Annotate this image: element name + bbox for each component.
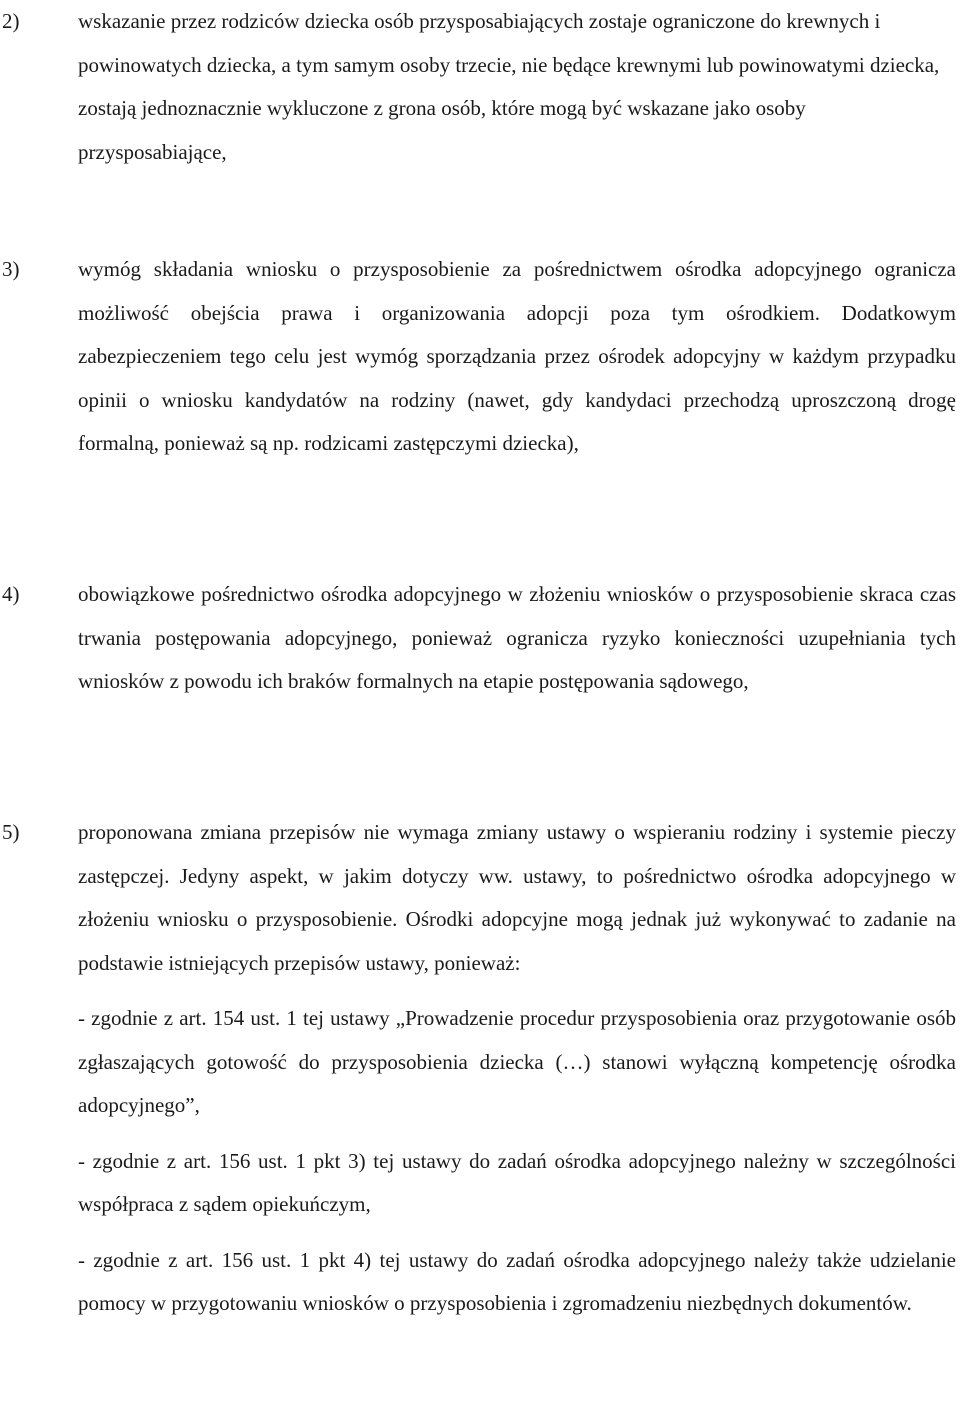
item-text: wskazanie przez rodziców dziecka osób przysposabiających zostaje ograniczone do krewnych i powinowatych dziecka, a tym samym osoby trzecie, nie będące krewnymi lub powinowatymi dziecka, zostają jednoznacznie wykluczone z grona osób, które mogą być wskazane jako osoby przysposabiające,: [78, 9, 940, 164]
item-body: [78, 811, 956, 1326]
sub-item: - zgodnie z art. 156 ust. 1 pkt 3) tej ustawy do zadań ośrodka adopcyjnego należny w szczególności współpraca z sądem opiekuńczym,: [78, 1148, 956, 1216]
item-number: 5): [2, 820, 20, 844]
item-body: [78, 573, 956, 704]
item-text: proponowana zmiana przepisów nie wymaga zmiany ustawy o wspieraniu rodziny i systemie pieczy zastępczej. Jedyny aspekt, w jakim dotyczy ww. ustawy, to pośrednictwo ośrodka adopcyjnego w złożeniu wniosku o przysposobienie. Ośrodki adopcyjne mogą jednak już wykonywać to zadanie na podstawie istniejących przepisów ustawy, ponieważ:: [78, 820, 956, 975]
item-number: 4): [2, 582, 20, 606]
item-body: [78, 248, 956, 466]
sub-item: - zgodnie z art. 156 ust. 1 pkt 4) tej ustawy do zadań ośrodka adopcyjnego należy także udzielanie pomocy w przygotowaniu wniosków o przysposobienia i zgromadzeniu niezbędnych dokumentów.: [78, 1247, 956, 1315]
sub-item: - zgodnie z art. 154 ust. 1 tej ustawy „Prowadzenie procedur przysposobienia oraz przygotowanie osób zgłaszających gotowość do przysposobienia dziecka (…) stanowi wyłączną kompetencję ośrodka adopcyjnego”,: [78, 1006, 956, 1117]
item-text: wymóg składania wniosku o przysposobienie za pośrednictwem ośrodka adopcyjnego ogranicza możliwość obejścia prawa i organizowania adopcji poza tym ośrodkiem. Dodatkowym zabezpieczeniem tego celu jest wymóg sporządzania przez ośrodek adopcyjny w każdym przypadku opinii o wniosku kandydatów na rodziny (nawet, gdy kandydaci przechodzą uproszczoną drogę formalną, ponieważ są np. rodzicami zastępczymi dziecka),: [78, 257, 956, 455]
item-body: [78, 0, 956, 174]
item-text: obowiązkowe pośrednictwo ośrodka adopcyjnego w złożeniu wniosków o przysposobienie skraca czas trwania postępowania adopcyjnego, ponieważ ogranicza ryzyko konieczności uzupełniania tych wniosków z powodu ich braków formalnych na etapie postępowania sądowego,: [78, 582, 956, 693]
item-number: 2): [2, 9, 20, 33]
item-number: 3): [2, 257, 20, 281]
